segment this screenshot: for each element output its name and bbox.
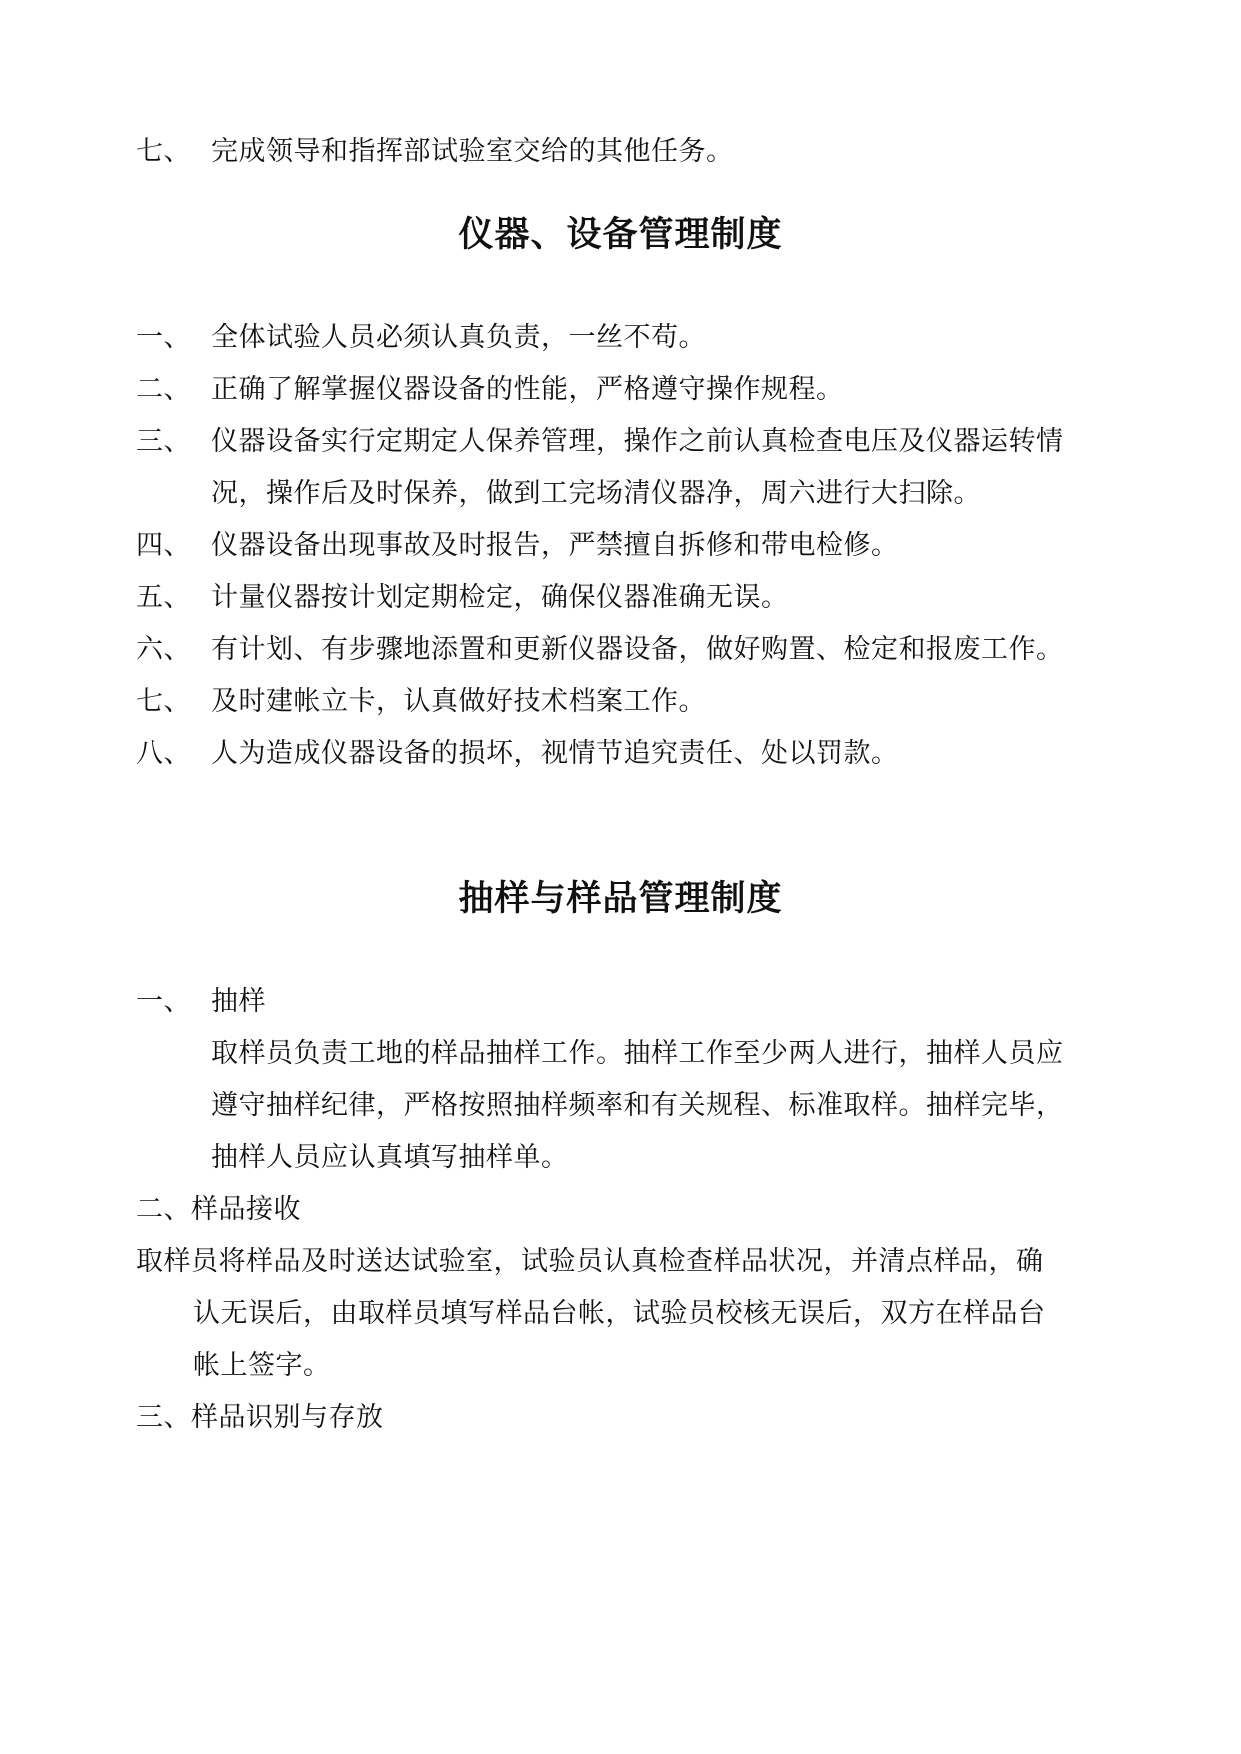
paragraph-line: 帐上签字。 [193, 1350, 331, 1381]
list-item [136, 526, 899, 566]
item-text: 及时建帐立卡，认真做好技术档案工作。 [211, 686, 706, 717]
item-text: 人为造成仪器设备的损坏，视情节追究责任、处以罚款。 [211, 738, 899, 769]
sub-heading: 三、样品识别与存放 [136, 1402, 384, 1433]
list-item [136, 630, 1064, 670]
item-text: 仪器设备实行定期定人保养管理，操作之前认真检查电压及仪器运转情 [211, 426, 1064, 457]
item-number: 七、 [136, 136, 191, 167]
item-number: 一、 [136, 986, 191, 1017]
sub-heading: 二、样品接收 [136, 1194, 301, 1225]
list-item-continuation: 况，操作后及时保养，做到工完场清仪器净，周六进行大扫除。 [211, 478, 981, 509]
paragraph-line: 取样员负责工地的样品抽样工作。抽样工作至少两人进行，抽样人员应 [211, 1038, 1064, 1069]
section-title-equipment: 仪器、设备管理制度 [458, 215, 783, 255]
list-item [136, 422, 1064, 462]
list-item [136, 578, 789, 618]
item-text: 仪器设备出现事故及时报告，严禁擅自拆修和带电检修。 [211, 530, 899, 561]
list-item [136, 682, 706, 722]
item-number: 六、 [136, 634, 191, 665]
sub-heading-label: 抽样 [211, 986, 266, 1017]
item-number: 二、 [136, 374, 191, 405]
paragraph-line: 取样员将样品及时送达试验室，试验员认真检查样品状况，并清点样品，确 [136, 1246, 1044, 1277]
item-number: 三、 [136, 426, 191, 457]
item-number: 四、 [136, 530, 191, 561]
list-item [136, 318, 706, 358]
item-number: 一、 [136, 322, 191, 353]
list-item [136, 734, 899, 774]
item-text: 计量仪器按计划定期检定，确保仪器准确无误。 [211, 582, 789, 613]
top-list-item [136, 132, 734, 172]
item-text: 正确了解掌握仪器设备的性能，严格遵守操作规程。 [211, 374, 844, 405]
item-text: 全体试验人员必须认真负责，一丝不苟。 [211, 322, 706, 353]
item-number: 五、 [136, 582, 191, 613]
paragraph-line: 认无误后，由取样员填写样品台帐，试验员校核无误后，双方在样品台 [193, 1298, 1046, 1329]
item-number: 七、 [136, 686, 191, 717]
sub-heading [136, 982, 266, 1022]
item-text: 有计划、有步骤地添置和更新仪器设备，做好购置、检定和报废工作。 [211, 634, 1064, 665]
list-item [136, 370, 844, 410]
paragraph-line: 抽样人员应认真填写抽样单。 [211, 1142, 569, 1173]
section-title-sampling: 抽样与样品管理制度 [458, 879, 783, 919]
paragraph-line: 遵守抽样纪律，严格按照抽样频率和有关规程、标准取样。抽样完毕， [211, 1090, 1064, 1121]
item-text: 完成领导和指挥部试验室交给的其他任务。 [211, 136, 734, 167]
item-number: 八、 [136, 738, 191, 769]
